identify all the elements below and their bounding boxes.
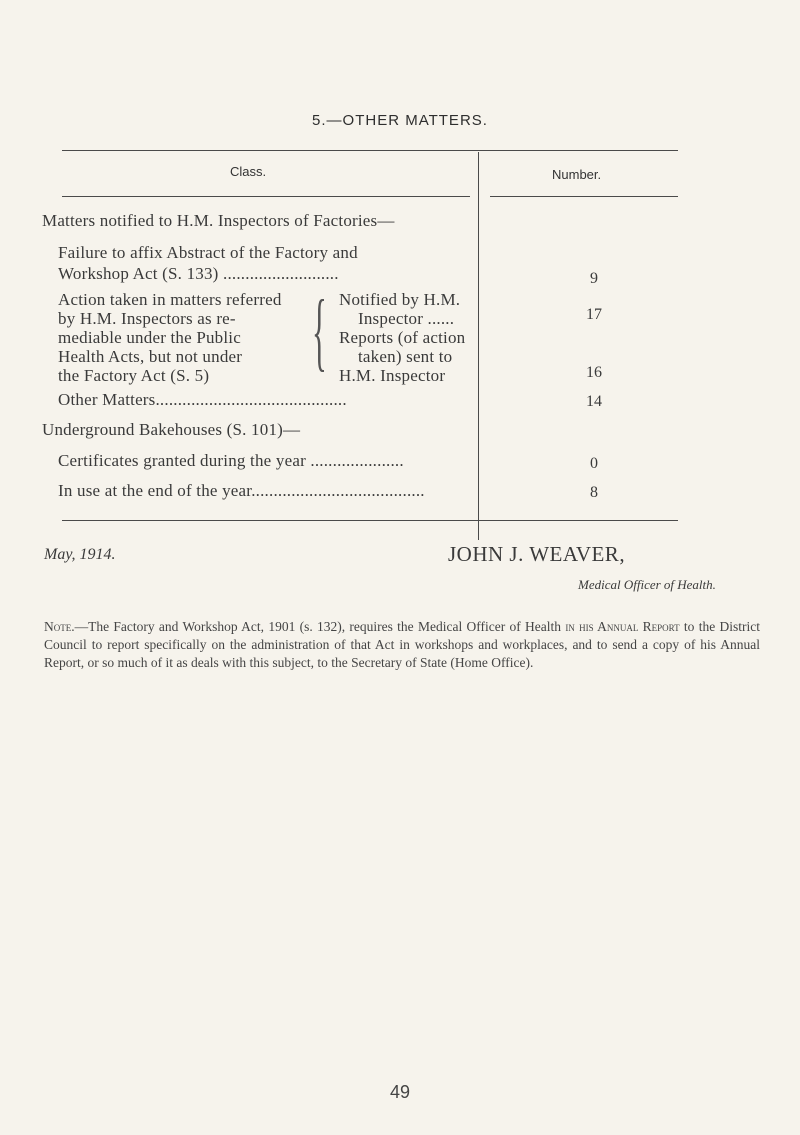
table-header-rule-right (490, 196, 678, 197)
note-label: Note. (44, 619, 75, 634)
signature-name: JOHN J. WEAVER, (448, 542, 626, 566)
notified-line-1: Notified by H.M. (339, 290, 461, 309)
footnote (44, 618, 760, 672)
section-heading: 5.—OTHER MATTERS. (312, 112, 488, 129)
table-bottom-rule (62, 520, 678, 521)
section-title-factories: Matters notified to H.M. Inspectors of Factories— (42, 211, 395, 230)
value-notified: 17 (586, 306, 602, 323)
note-text-b: to the District Council to report specifically on the administration of that Act in workshops and workplaces, and to send a copy of his Annual Report, or so much of it as deals with this subject, to the Secretary of State (Home Office). (44, 619, 760, 670)
value-abstract: 9 (590, 270, 598, 287)
section-title-bakehouses: Underground Bakehouses (S. 101)— (42, 420, 301, 439)
column-header-number: Number. (552, 167, 602, 182)
column-header-class: Class. (230, 164, 267, 179)
signature-date: May, 1914. (44, 546, 116, 563)
row-certificates: Certificates granted during the year ..................... (58, 451, 404, 470)
reports-line-1: Reports (of action (339, 328, 466, 347)
value-in-use: 8 (590, 484, 598, 501)
table-header-rule-left (62, 196, 470, 197)
page-number: 49 (389, 1082, 411, 1102)
value-reports: 16 (586, 364, 602, 381)
action-line-5: the Factory Act (S. 5) (58, 366, 210, 385)
row-other-matters: Other Matters........................................... (58, 390, 347, 409)
brace-icon: { (312, 283, 327, 380)
row-abstract-line2: Workshop Act (S. 133) .......................... (58, 264, 339, 283)
note-text-a: —The Factory and Workshop Act, 1901 (s. 132), requires the Medical Officer of Health (74, 619, 566, 634)
reports-line-3: H.M. Inspector (339, 366, 446, 385)
action-line-4: Health Acts, but not under (58, 347, 243, 366)
row-abstract-line1: Failure to affix Abstract of the Factory and (58, 243, 358, 262)
note-smallcaps: in his Annual Report (565, 619, 680, 634)
table-column-divider (478, 152, 479, 540)
signature-title: Medical Officer of Health. (578, 577, 716, 592)
action-line-2: by H.M. Inspectors as re- (58, 309, 236, 328)
row-in-use: In use at the end of the year....................................... (58, 481, 425, 500)
reports-line-2: taken) sent to (358, 347, 453, 366)
table-top-rule (62, 150, 678, 151)
notified-line-2: Inspector ...... (358, 309, 455, 328)
value-certificates: 0 (590, 455, 598, 472)
action-line-1: Action taken in matters referred (58, 290, 282, 309)
action-line-3: mediable under the Public (58, 328, 241, 347)
value-other: 14 (586, 393, 602, 410)
